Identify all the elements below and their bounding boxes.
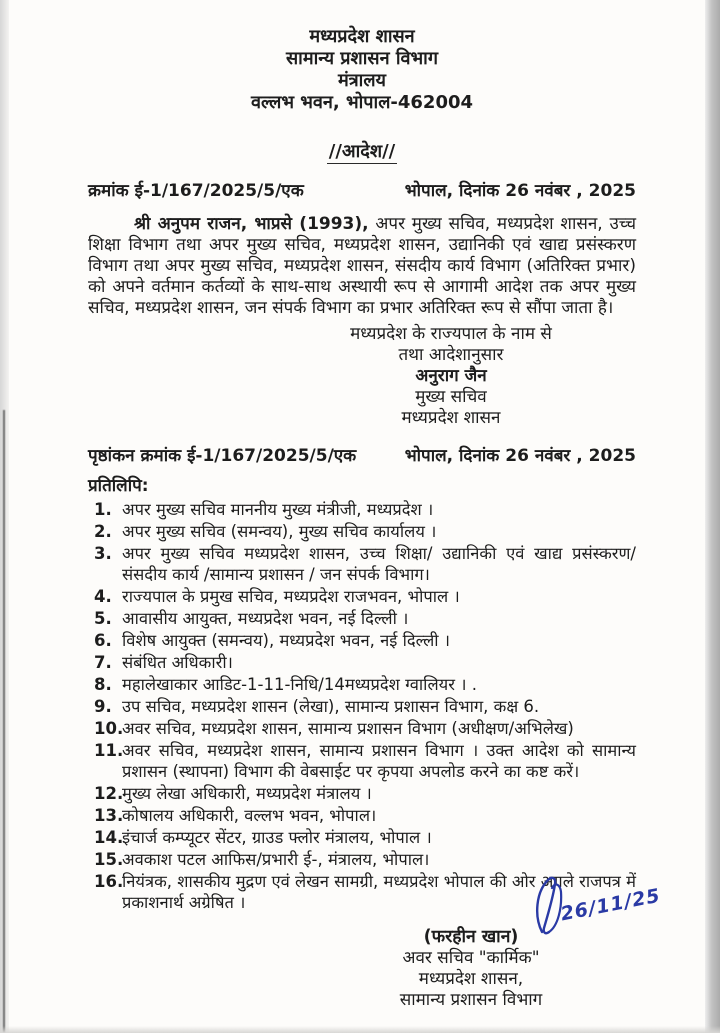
signatory-org1: मध्यप्रदेश शासन, [418,969,524,989]
authority-line2: तथा आदेशानुसार [398,345,504,365]
signatory-name: (फरहीन खान) [423,927,519,947]
reference-row [88,178,636,201]
order-title: //आदेश// [328,141,396,162]
copies-item-1-num: 1. [94,500,112,519]
copies-item-7-num: 7. [94,653,112,672]
copies-item-14 [94,827,636,848]
copies-item-9-text: उप सचिव, मध्यप्रदेश शासन (लेखा), सामान्य प्रशासन विभाग, कक्ष 6. [122,697,540,716]
copies-item-1-text: अपर मुख्य सचिव माननीय मुख्य मंत्रीजी, मध्यप्रदेश । [122,500,434,519]
copies-item-4-text: राज्यपाल के प्रमुख सचिव, मध्यप्रदेश राजभवन, भोपाल । [122,587,460,606]
copies-item-9-num: 9. [94,697,112,716]
copies-item-5-text: आवासीय आयुक्त, मध्यप्रदेश भवन, नई दिल्ली । [122,609,409,628]
copies-item-14-text: इंचार्ज कम्प्यूटर सेंटर, ग्राउड फ्लोर मंत्रालय, भोपाल । [122,828,432,847]
copies-item-2-num: 2. [94,522,112,541]
copies-item-6-num: 6. [94,631,112,650]
endorsement-number: पृष्ठांकन क्रमांक ई-1/167/2025/5/एक [88,446,357,466]
copies-item-5 [94,608,636,629]
copies-item-8-text: महालेखाकार आडिट-1-11-निधि/14मध्यप्रदेश ग्वालियर । . [122,675,477,694]
copies-item-16-text: नियंत्रक, शासकीय मुद्रण एवं लेखन सामग्री, मध्यप्रदेश भोपाल की ओर अगले राजपत्र में प्रकाशनार्थ अग्रेषित । [122,872,636,912]
copies-item-16-num: 16. [94,872,124,891]
copies-item-8 [94,674,636,695]
page-bottom-edge [0,1026,720,1033]
officer-name-bold: श्री अनुपम राजन, भाप्रसे (1993), [134,214,369,234]
copies-item-13-text: कोषालय अधिकारी, वल्लभ भवन, भोपाल। [122,806,377,825]
order-body-paragraph [88,214,636,319]
chief-secretary-designation: मुख्य सचिव [415,387,487,407]
copies-list [94,499,636,913]
copies-item-3-num: 3. [94,544,112,563]
copies-item-9 [94,696,636,717]
copies-item-11-text: अवर सचिव, मध्यप्रदेश शासन, सामान्य प्रशासन विभाग । उक्त आदेश को सामान्य प्रशासन (स्थापना) विभाग की वेबसाईट पर कृपया अपलोड करने का कष्ट करें। [122,741,636,781]
copies-item-2-text: अपर मुख्य सचिव (समन्वय), मुख्य सचिव कार्यालय । [122,522,437,541]
letterhead [88,26,636,114]
handwritten-signature [528,874,668,938]
chief-secretary-org: मध्यप्रदेश शासन [401,408,501,428]
copies-item-11 [94,740,636,782]
copies-item-6-text: विशेष आयुक्त (समन्वय), मध्यप्रदेश भवन, नई दिल्ली । [122,631,451,650]
copies-item-4-num: 4. [94,587,112,606]
signature-date: 26/11/25 [558,884,663,926]
copies-item-13 [94,805,636,826]
copies-item-15-text: अवकाश पटल आफिस/प्रभारी ई-, मंत्रालय, भोपाल। [122,850,430,869]
copies-item-1 [94,499,636,520]
copies-item-8-num: 8. [94,675,112,694]
copies-item-14-num: 14. [94,828,124,847]
signatory-block [321,927,621,1011]
signatory-designation: अवर सचिव "कार्मिक" [402,948,540,968]
letterhead-department: सामान्य प्रशासन विभाग [286,48,438,69]
copies-heading: प्रतिलिपि: [88,476,149,496]
copies-item-7-text: संबंधित अधिकारी। [122,653,233,672]
copies-item-4 [94,586,636,607]
copies-item-10-num: 10. [94,719,124,738]
copies-item-3 [94,543,636,585]
copies-item-13-num: 13. [94,806,124,825]
signatory-org2: सामान्य प्रशासन विभाग [399,990,543,1010]
authority-signature-block [301,324,601,429]
authority-line1: मध्यप्रदेश के राज्यपाल के नाम से [350,324,552,344]
copies-item-15-num: 15. [94,850,124,869]
copies-item-7 [94,652,636,673]
copies-item-15 [94,849,636,870]
order-body-text: अपर मुख्य सचिव, मध्यप्रदेश शासन, उच्च शिक्षा विभाग तथा अपर मुख्य सचिव, मध्यप्रदेश शासन, उद्यानिकी एवं खाद्य प्रसंस्करण विभाग तथा अपर मुख्य सचिव, मध्यप्रदेश शासन, संसदीय कार्य विभाग (अतिरिक्त प्रभार) को अपने वर्तमान कर्तव्यों के साथ-साथ अस्थायी रूप से आगामी आदेश तक अपर मुख्य सचिव, मध्यप्रदेश शासन, जन संपर्क विभाग का प्रभार अतिरिक्त रूप से सौंपा जाता है। [88,214,636,318]
letterhead-address: वल्लभ भवन, भोपाल-462004 [250,92,474,113]
order-place-date: भोपाल, दिनांक 26 नवंबर , 2025 [404,181,636,201]
copies-item-6 [94,630,636,651]
copies-item-12-num: 12. [94,784,124,803]
copies-item-12 [94,783,636,804]
copies-item-10 [94,718,636,739]
order-title-wrap [88,139,636,163]
copies-item-5-num: 5. [94,609,112,628]
copies-item-3-text: अपर मुख्य सचिव मध्यप्रदेश शासन, उच्च शिक्षा/ उद्यानिकी एवं खाद्य प्रसंस्करण/ संसदीय कार्य /सामान्य प्रशासन / जन संपर्क विभाग। [122,544,636,584]
chief-secretary-name: अनुराग जैन [415,366,487,386]
order-number: क्रमांक ई-1/167/2025/5/एक [88,181,304,201]
copies-item-11-num: 11. [94,741,124,760]
letterhead-government: मध्यप्रदेश शासन [309,26,415,47]
letterhead-ministry: मंत्रालय [337,70,386,91]
endorsement-place-date: भोपाल, दिनांक 26 नवंबर , 2025 [404,446,636,466]
endorsement-row [88,443,636,466]
copies-item-10-text: अवर सचिव, मध्यप्रदेश शासन, सामान्य प्रशासन विभाग (अधीक्षण/अभिलेख) [122,719,574,738]
copies-item-12-text: मुख्य लेखा अधिकारी, मध्यप्रदेश मंत्रालय । [122,784,372,803]
copies-item-2 [94,521,636,542]
